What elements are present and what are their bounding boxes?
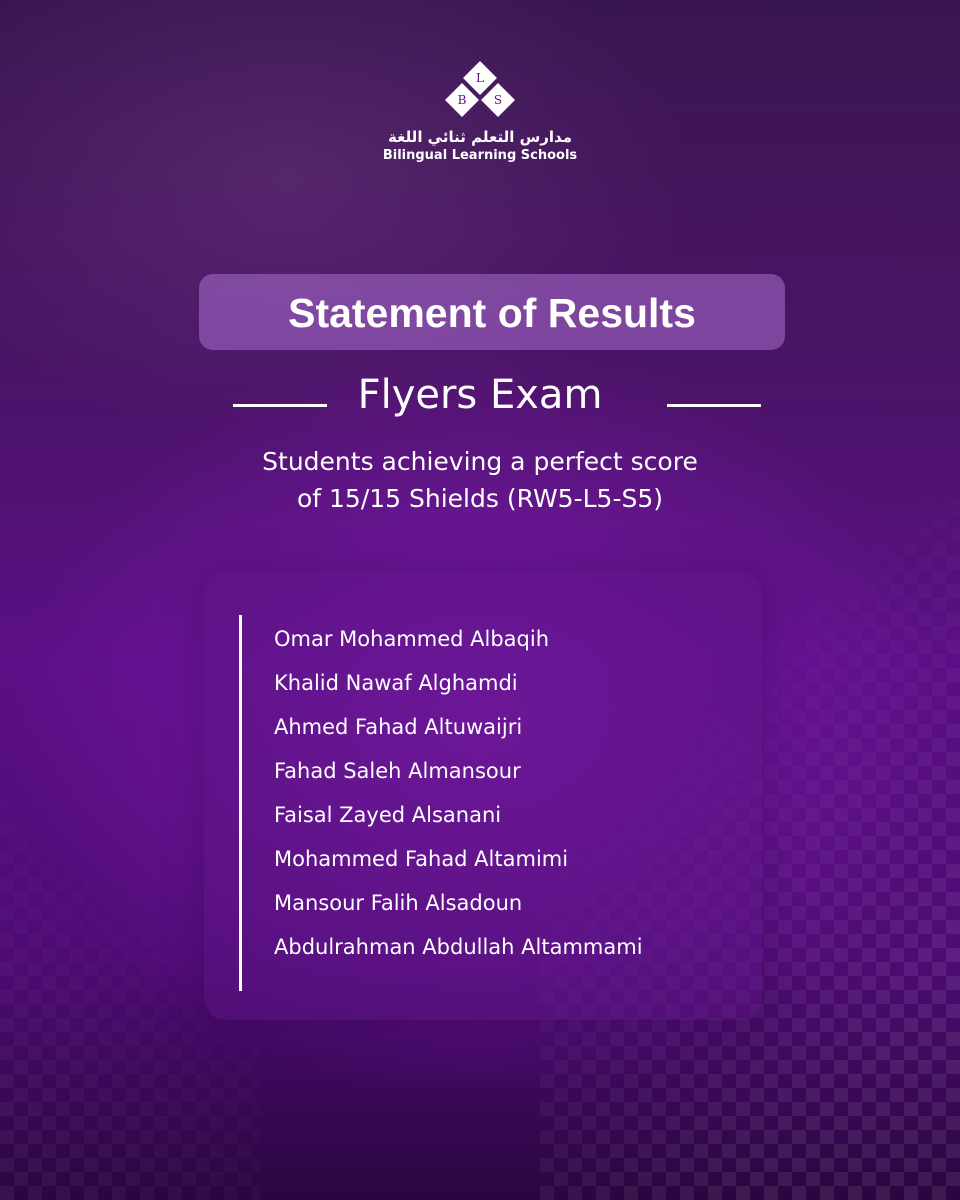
student-name: Omar Mohammed Albaqih (274, 627, 550, 651)
students-card (204, 571, 762, 1020)
logo-letter-s: S (493, 93, 503, 107)
description-line-1: Students achieving a perfect score (262, 447, 698, 476)
subtitle-divider-right (667, 404, 761, 407)
students-list (274, 619, 643, 971)
page-title: Statement of Results (199, 274, 785, 350)
description-line-2: of 15/15 Shields (RW5-L5-S5) (296, 484, 663, 513)
subtitle-row (0, 366, 960, 426)
student-name: Mansour Falih Alsadoun (274, 891, 523, 915)
description (0, 443, 960, 517)
student-name: Mohammed Fahad Altamimi (274, 847, 569, 871)
student-name: Faisal Zayed Alsanani (274, 803, 502, 827)
logo-english-name: Bilingual Learning Schools (382, 148, 578, 163)
student-name: Abdulrahman Abdullah Altammami (274, 935, 643, 959)
logo-mark (440, 66, 520, 122)
student-name: Ahmed Fahad Altuwaijri (274, 715, 523, 739)
student-name: Khalid Nawaf Alghamdi (274, 671, 518, 695)
exam-subtitle: Flyers Exam (357, 372, 603, 418)
school-logo (0, 66, 960, 163)
names-accent-bar (239, 615, 242, 991)
logo-letter-l: L (476, 71, 484, 85)
logo-arabic-name: مدارس التعلم ثنائي اللغة (388, 128, 572, 146)
logo-diamond-right (481, 83, 515, 117)
logo-diamond-left (445, 83, 479, 117)
student-name: Fahad Saleh Almansour (274, 759, 521, 783)
logo-letter-b: B (457, 93, 467, 107)
